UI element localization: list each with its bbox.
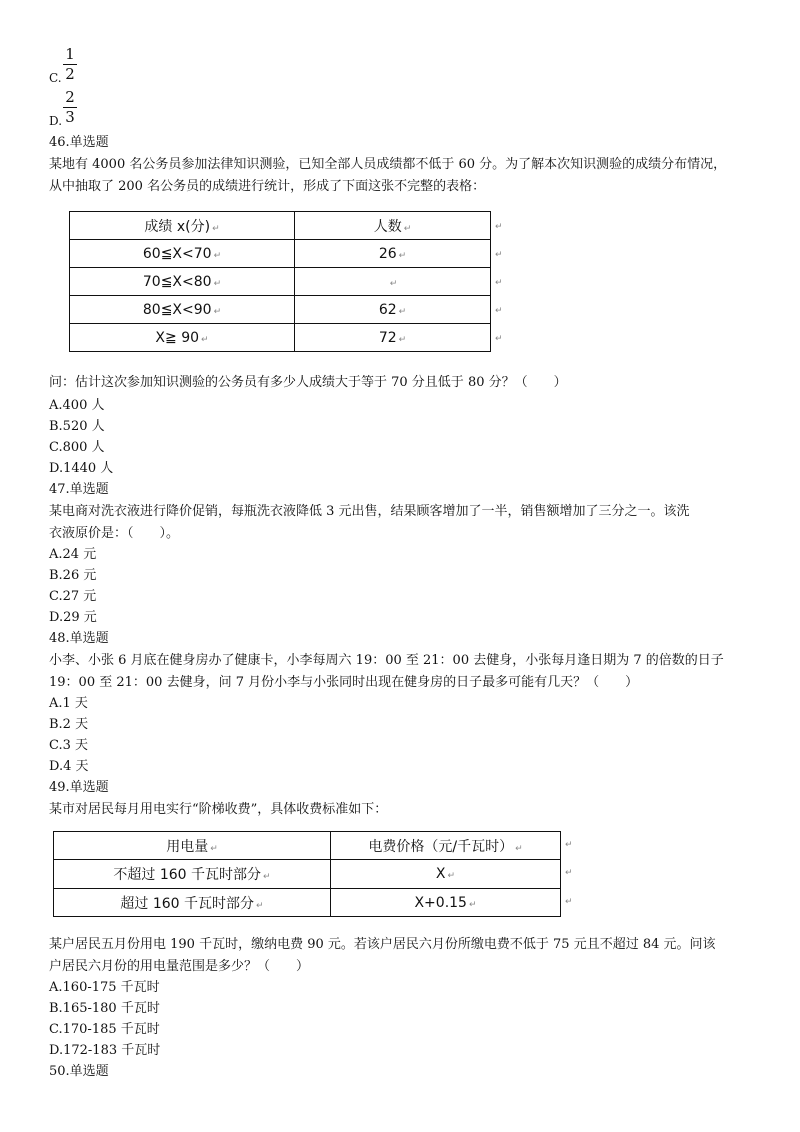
fraction-denominator: 3 — [65, 108, 75, 126]
cell-count: 26 ↵ — [295, 240, 491, 268]
q46-option-b[interactable]: B.520 人 — [49, 419, 105, 434]
q47-option-b[interactable]: B.26 元 — [49, 568, 97, 583]
table-header-row — [70, 212, 491, 240]
q49-option-c[interactable]: C.170-185 千瓦时 — [49, 1022, 160, 1037]
fraction-numerator: 1 — [65, 45, 75, 63]
table-row — [70, 268, 491, 296]
cell-usage: 超过 160 千瓦时部分 ↵ — [54, 889, 331, 917]
cell-count: 72 ↵ — [295, 324, 491, 352]
q49-stem: 某市对居民每月用电实行“阶梯收费”，具体收费标准如下： — [49, 802, 388, 817]
cell-count: ↵ — [295, 268, 491, 296]
table-row — [54, 889, 561, 917]
fraction-numerator: 2 — [65, 88, 75, 106]
q49-question-line2: 户居民六月份的用电量范围是多少？（ ） — [49, 959, 310, 974]
table-row — [70, 240, 491, 268]
fraction — [63, 89, 77, 126]
fraction — [63, 46, 77, 83]
q48-option-c[interactable]: C.3 天 — [49, 738, 89, 753]
row-end-mark: ↵ — [565, 868, 573, 878]
row-end-mark: ↵ — [495, 334, 503, 344]
row-end-mark: ↵ — [495, 278, 503, 288]
option-label: C. — [49, 71, 62, 85]
q49-option-b[interactable]: B.165-180 千瓦时 — [49, 1001, 160, 1016]
q46-stem-line1: 某地有 4000 名公务员参加法律知识测验，已知全部人员成绩都不低于 60 分。为了解本次知识测验的成绩分布情况， — [49, 157, 727, 172]
row-end-mark: ↵ — [565, 897, 573, 907]
q49-price-table — [53, 831, 561, 917]
cell-usage: 不超过 160 千瓦时部分 ↵ — [54, 860, 331, 889]
cell-range: 70≦X<80 ↵ — [70, 268, 295, 296]
q46-option-d[interactable]: D.1440 人 — [49, 461, 114, 476]
q47-stem-line2: 衣液原价是：（ ）。 — [49, 526, 180, 541]
q46-option-a[interactable]: A.400 人 — [49, 398, 105, 413]
q47-option-c[interactable]: C.27 元 — [49, 589, 97, 604]
q48-stem-line2: 19：00 至 21：00 去健身，问 7 月份小李与小张同时出现在健身房的日子最多可能有几天？（ ） — [49, 675, 639, 690]
cell-range: X≧ 90 ↵ — [70, 324, 295, 352]
q49-option-a[interactable]: A.160-175 千瓦时 — [49, 980, 160, 995]
q47-option-d[interactable]: D.29 元 — [49, 610, 97, 625]
cell-range: 60≦X<70 ↵ — [70, 240, 295, 268]
q50-number: 50.单选题 — [49, 1064, 109, 1079]
fraction-denominator: 2 — [65, 65, 75, 83]
header-usage: 用电量 ↵ — [54, 832, 331, 860]
q46-score-table — [69, 211, 491, 352]
q47-stem-line1: 某电商对洗衣液进行降价促销，每瓶洗衣液降低 3 元出售，结果顾客增加了一半，销售额增加了三分之一。该洗 — [49, 504, 690, 519]
row-end-mark: ↵ — [565, 840, 573, 850]
q48-option-b[interactable]: B.2 天 — [49, 717, 89, 732]
q48-option-d[interactable]: D.4 天 — [49, 759, 89, 774]
q46-option-c[interactable]: C.800 人 — [49, 440, 105, 455]
header-count: 人数 ↵ — [295, 212, 491, 240]
row-end-mark: ↵ — [495, 306, 503, 316]
q46-stem-line2: 从中抽取了 200 名公务员的成绩进行统计，形成了下面这张不完整的表格： — [49, 179, 486, 194]
header-price: 电费价格（元/千瓦时） ↵ — [331, 832, 561, 860]
table-header-row — [54, 832, 561, 860]
cell-count: 62 ↵ — [295, 296, 491, 324]
q48-number: 48.单选题 — [49, 631, 109, 646]
q48-option-a[interactable]: A.1 天 — [49, 696, 88, 711]
row-end-mark: ↵ — [495, 222, 503, 232]
q47-option-a[interactable]: A.24 元 — [49, 547, 97, 562]
q49-option-d[interactable]: D.172-183 千瓦时 — [49, 1043, 161, 1058]
q47-number: 47.单选题 — [49, 482, 109, 497]
q48-stem-line1: 小李、小张 6 月底在健身房办了健康卡，小李每周六 19：00 至 21：00 去健身，小张每月逢日期为 7 的倍数的日子 — [49, 653, 724, 668]
cell-price: X+0.15 ↵ — [331, 889, 561, 917]
table-row — [70, 324, 491, 352]
header-score: 成绩 x(分) ↵ — [70, 212, 295, 240]
option-label: D. — [49, 114, 63, 128]
q49-number: 49.单选题 — [49, 780, 109, 795]
cell-range: 80≦X<90 ↵ — [70, 296, 295, 324]
row-end-mark: ↵ — [495, 250, 503, 260]
table-row — [70, 296, 491, 324]
q49-question-line1: 某户居民五月份用电 190 千瓦时，缴纳电费 90 元。若该户居民六月份所缴电费不低于 75 元且不超过 84 元。问该 — [49, 937, 716, 952]
table-row — [54, 860, 561, 889]
cell-price: X ↵ — [331, 860, 561, 889]
q46-question: 问：估计这次参加知识测验的公务员有多少人成绩大于等于 70 分且低于 80 分？（ ） — [49, 375, 567, 390]
q46-number: 46.单选题 — [49, 135, 109, 150]
